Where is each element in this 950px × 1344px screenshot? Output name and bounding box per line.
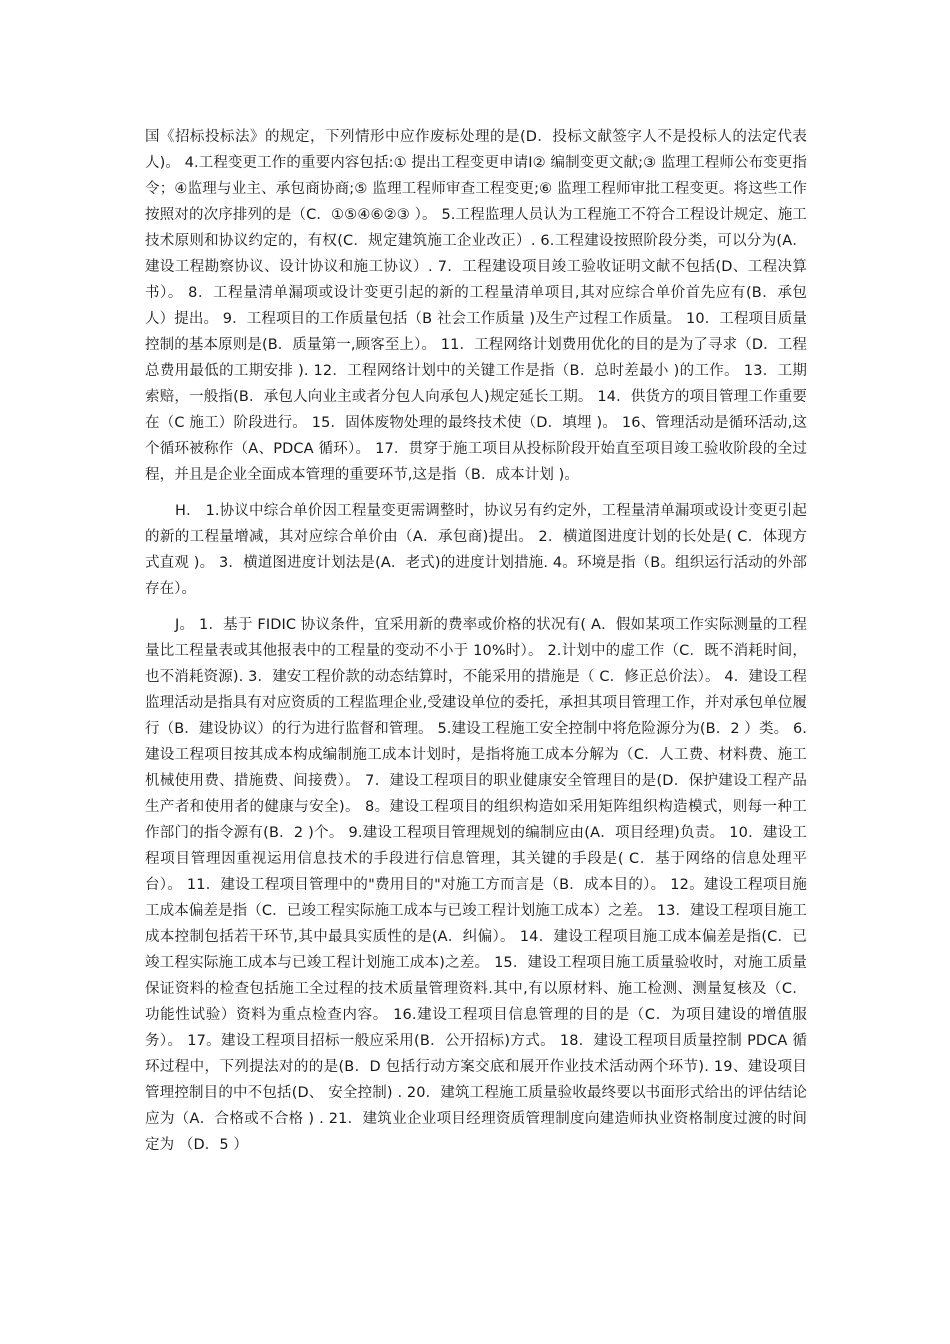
- document-page: [145, 124, 807, 1158]
- paragraph-j-section: J。 1．基于 FIDIC 协议条件，宜采用新的费率或价格的状况有( A．假如某项工作实际测量的工程量比工程量表或其他报表中的工程量的变动不小于 10%时）。 2.计划中的虚工作（C．既不消耗时间，也不消耗资源). 3．建安工程价款的动态结算时，不能采用的措施是（ C．修正总价法）。 4．建设工程监理活动是指具有对应资质的工程监理企业,受建设单位的委托，承担其项目管理工作，并对承包单位履行（B．建设协议）的行为进行监督和管理。 5.建设工程施工安全控制中将危险源分为(B．2 ）类。 6.建设工程项目按其成本构成编制施工成本计划时，是指将施工成本分解为（C．人工费、材料费、施工机械使用费、措施费、间接费）。 7．建设工程项目的职业健康安全管理目的是(D．保护建设工程产品生产者和使用者的健康与安全)。 8。建设工程项目的组织构造如采用矩阵组织构造模式，则每一种工作部门的指令源有(B．2 )个。 9.建设工程项目管理规划的编制应由(A．项目经理)负责。 10．建设工程项目管理因重视运用信息技术的手段进行信息管理，其关键的手段是( C．基于网络的信息处理平台）。 11．建设工程项目管理中的"费用目的"对施工方而言是（B．成本目的）。 12。建设工程项目施工成本偏差是指（C．已竣工程实际施工成本与已竣工程计划施工成本）之差。 13．建设工程项目施工成本控制包括若干环节,其中最具实质性的是(A．纠偏）。 14．建设工程项目施工成本偏差是指(C．已竣工程实际施工成本与已竣工程计划施工成本)之差。 15．建设工程项目施工质量验收时，对施工质量保证资料的检查包括施工全过程的技术质量管理资料.其中,有以原材料、施工检测、测量复核及（C．功能性试验）资料为重点检查内容。 16.建设工程项目信息管理的目的是（C．为项目建设的增值服务）。 17。建设工程项目招标一般应采用(B．公开招标)方式。 18．建设工程项目质量控制 PDCA 循环过程中，下列提法对的的是(B．D 包括行动方案交底和展开作业技术活动两个环节). 19、建设项目管理控制目的中不包括(D、 安全控制) . 20．建筑工程施工质量验收最终要以书面形式给出的评估结论应为（A．合格或不合格 ) . 21．建筑业企业项目经理资质管理制度向建造师执业资格制度过渡的时间定为 （D．5 ）: [145, 617, 807, 1153]
- paragraph-g-section: 国《招标投标法》的规定，下列情形中应作废标处理的是(D．投标文献签字人不是投标人的法定代表人)。 4.工程变更工作的重要内容包括:① 提出工程变更申请Ⅰ② 编制变更文献;③ 监理工程师公布变更指令；④监理与业主、承包商协商;⑤ 监理工程师审查工程变更;⑥ 监理工程师审批工程变更。将这些工作按照对的次序排列的是（C．①⑤④⑥②③ ）。 5.工程监理人员认为工程施工不符合工程设计规定、施工技术原则和协议约定的，有权(C．规定建筑施工企业改正）. 6.工程建设按照阶段分类，可以分为(A．建设工程勘察协议、设计协议和施工协议）. 7．工程建设项目竣工验收证明文献不包括(D、工程决算书）。 8．工程量清单漏项或设计变更引起的新的工程量清单项目,其对应综合单价首先应有(B．承包人）提出。 9．工程项目的工作质量包括（B 社会工作质量 )及生产过程工作质量。 10．工程项目质量控制的基本原则是(B．质量第一,顾客至上）。 11．工程网络计划费用优化的目的是为了寻求（D．工程总费用最低的工期安排 ). 12．工程网络计划中的关键工作是指（B．总时差最小 )的工作。 13．工期索赔，一般指(B．承包人向业主或者分包人向承包人)规定延长工期。 14．供货方的项目管理工作重要在（C 施工）阶段进行。 15．固体废物处理的最终技术使（D．填埋 )。 16、管理活动是循环活动,这个循环被称作（A、PDCA 循环）。 17．贯穿于施工项目从投标阶段开始直至项目竣工验收阶段的全过程，并且是企业全面成本管理的重要环节,这是指（B．成本计划 )。: [145, 129, 807, 483]
- paragraph-spacer: [145, 488, 807, 498]
- paragraph-spacer: [145, 602, 807, 612]
- paragraph-h-section: H． 1.协议中综合单价因工程量变更需调整时，协议另有约定外，工程量清单漏项或设计变更引起的新的工程量增减，其对应综合单价由（A．承包商)提出。 2．横道图进度计划的长处是( C．体现方式直观 )。 3．横道图进度计划法是(A．老式)的进度计划措施. 4。环境是指（B。组织运行活动的外部存在）。: [145, 503, 807, 597]
